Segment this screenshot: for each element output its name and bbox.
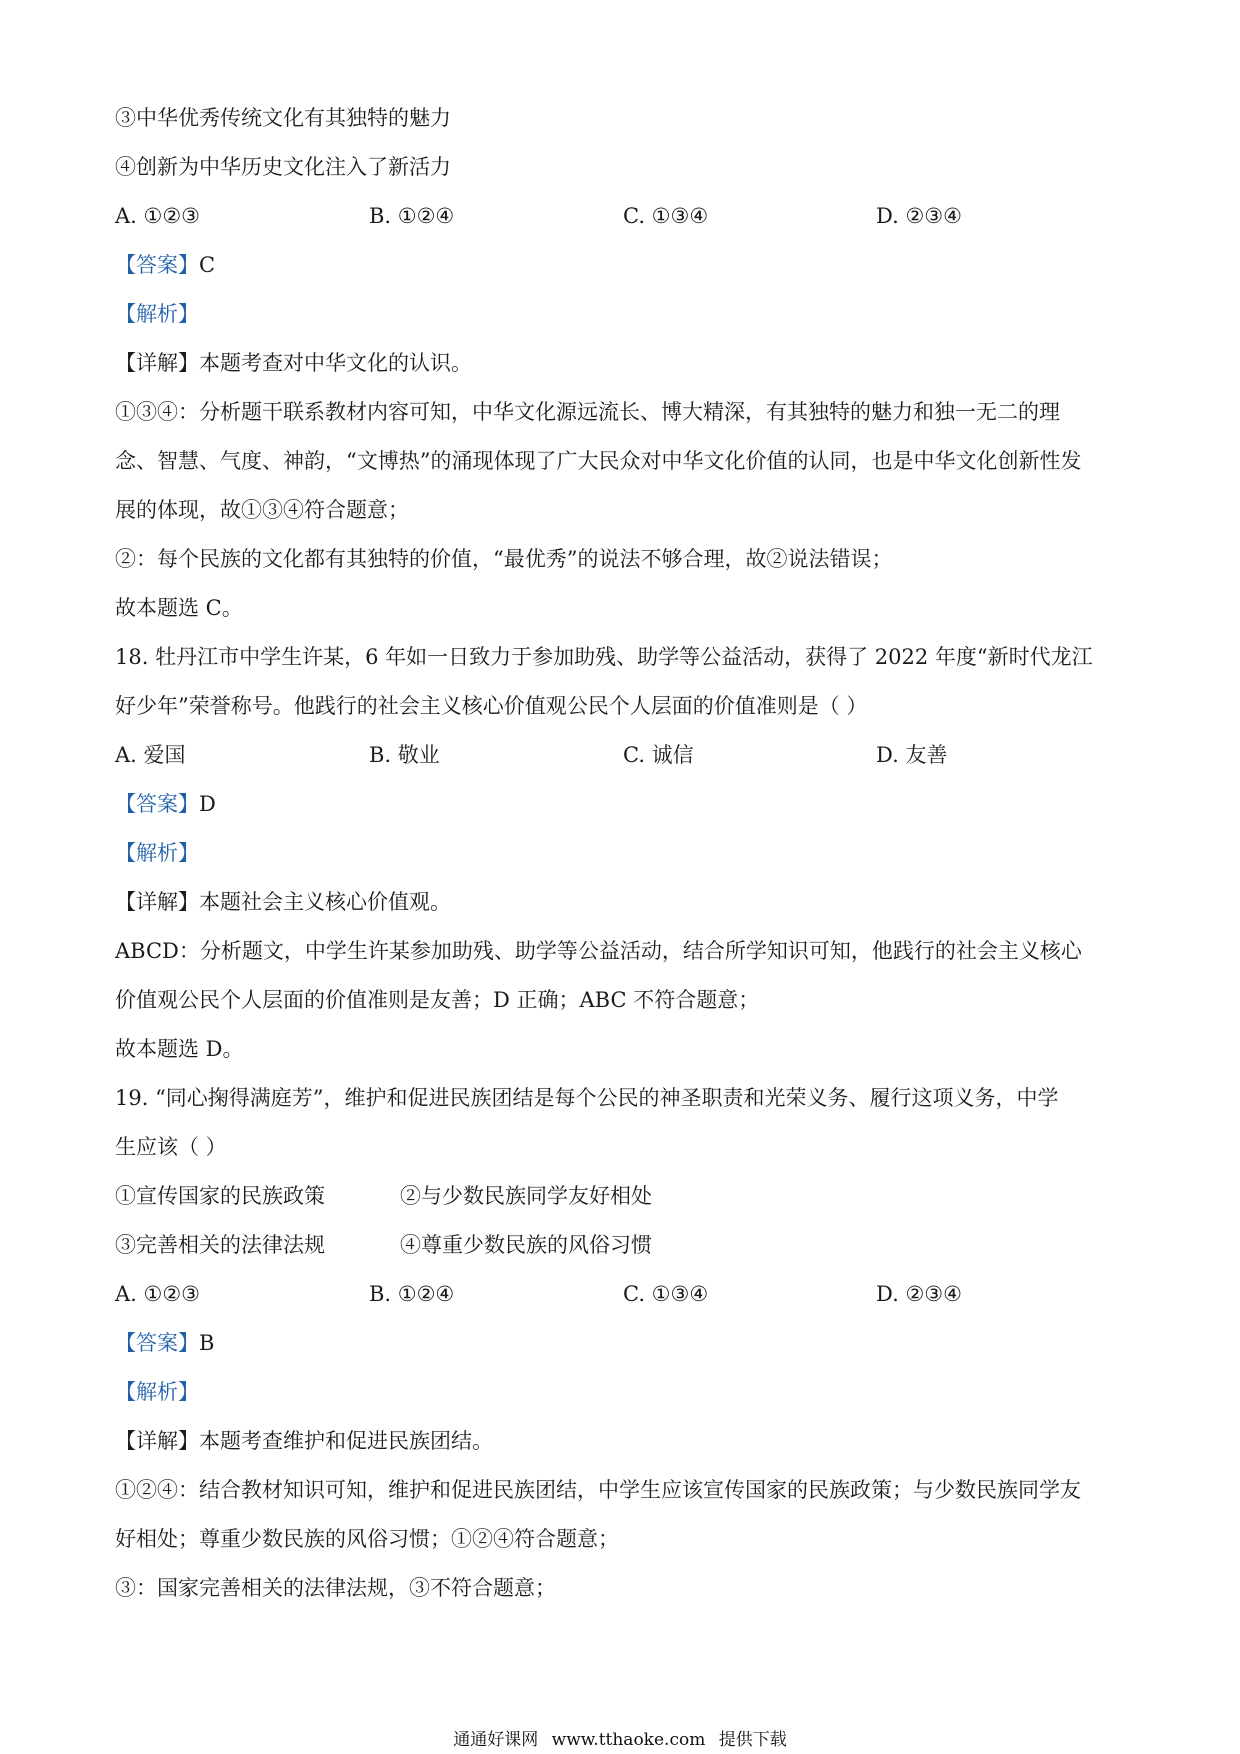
q19-statement-2: ②与少数民族同学友好相处 [400,1184,652,1208]
page-footer [0,1729,1240,1751]
q19-explanation-line-2: 好相处；尊重少数民族的风俗习惯；①②④符合题意； [115,1527,619,1551]
answer-tag: 【答案】 [115,253,199,277]
q17-option-c: C. ①③④ [623,204,709,228]
analysis-tag: 【解析】 [115,302,199,326]
q19-detail [115,1427,493,1455]
q19-statement-3: ③完善相关的法律法规 [115,1233,325,1257]
q18-explanation-line-2: 价值观公民个人层面的价值准则是友善；D 正确；ABC 不符合题意； [115,988,760,1012]
footer-suffix: 提供下载 [718,1730,787,1750]
answer-tag: 【答案】 [115,792,199,816]
q18-answer [115,790,216,818]
q19-option-c: C. ①③④ [623,1282,709,1306]
q19-statement-1: ①宣传国家的民族政策 [115,1184,325,1208]
q18-option-d: D. 友善 [876,743,948,767]
analysis-tag: 【解析】 [115,1380,199,1404]
q17-explanation-2: ②：每个民族的文化都有其独特的价值，“最优秀”的说法不够合理，故②说法错误； [115,547,893,571]
q17-statement-4: ④创新为中华历史文化注入了新活力 [115,155,451,179]
footer-site-name: 通通好课网 [453,1730,539,1750]
q19-option-b: B. ①②④ [369,1282,455,1306]
q18-conclusion: 故本题选 D。 [115,1037,244,1061]
q19-answer [115,1329,214,1357]
detail-text: 本题考查维护和促进民族团结。 [199,1429,493,1453]
q17-explanation-line-2: 念、智慧、气度、神韵，“文博热”的涌现体现了广大民众对中华文化价值的认同，也是中华文化创新性发 [115,449,1082,473]
detail-text: 本题考查对中华文化的认识。 [199,351,472,375]
q17-answer [115,251,215,279]
q19-explanation-line-1: ①②④：结合教材知识可知，维护和促进民族团结，中学生应该宣传国家的民族政策；与少数民族同学友 [115,1478,1081,1502]
q17-explanation-line-3: 展的体现，故①③④符合题意； [115,498,409,522]
answer-value: D [199,792,216,816]
q18-option-a: A. 爱国 [115,743,186,767]
q19-analysis-heading [115,1378,199,1406]
q19-stem-line-1: 19. “同心掬得满庭芳”，维护和促进民族团结是每个公民的神圣职责和光荣义务、履行这项义务，中学 [115,1086,1059,1110]
q18-detail [115,888,451,916]
q17-explanation-line-1: ①③④：分析题干联系教材内容可知，中华文化源远流长、博大精深，有其独特的魅力和独一无二的理 [115,400,1060,424]
detail-tag: 【详解】 [115,1429,199,1453]
q19-option-a: A. ①②③ [115,1282,200,1306]
q18-explanation-line-1: ABCD：分析题文，中学生许某参加助残、助学等公益活动，结合所学知识可知，他践行的社会主义核心 [115,939,1082,963]
detail-tag: 【详解】 [115,351,199,375]
q19-explanation-2: ③：国家完善相关的法律法规，③不符合题意； [115,1576,556,1600]
q17-statement-3: ③中华优秀传统文化有其独特的魅力 [115,106,451,130]
q17-analysis-heading [115,300,199,328]
answer-value: B [199,1331,215,1355]
q18-analysis-heading [115,839,199,867]
q17-detail [115,349,472,377]
q17-conclusion: 故本题选 C。 [115,596,243,620]
q17-option-a: A. ①②③ [115,204,200,228]
answer-value: C [199,253,216,277]
footer-url-link[interactable]: www.tthaoke.com [551,1730,706,1750]
q18-stem-line-2: 好少年”荣誉称号。他践行的社会主义核心价值观公民个人层面的价值准则是（ ） [115,694,868,718]
q19-statement-4: ④尊重少数民族的风俗习惯 [400,1233,652,1257]
q18-option-c: C. 诚信 [623,743,694,767]
detail-tag: 【详解】 [115,890,199,914]
q18-option-b: B. 敬业 [369,743,440,767]
q19-stem-line-2: 生应该（ ） [115,1135,227,1159]
q18-stem-line-1: 18. 牡丹江市中学生许某，6 年如一日致力于参加助残、助学等公益活动，获得了 2022 年度“新时代龙江 [115,645,1093,669]
analysis-tag: 【解析】 [115,841,199,865]
answer-tag: 【答案】 [115,1331,199,1355]
q17-option-d: D. ②③④ [876,204,962,228]
q17-option-b: B. ①②④ [369,204,455,228]
detail-text: 本题社会主义核心价值观。 [199,890,451,914]
q19-option-d: D. ②③④ [876,1282,962,1306]
